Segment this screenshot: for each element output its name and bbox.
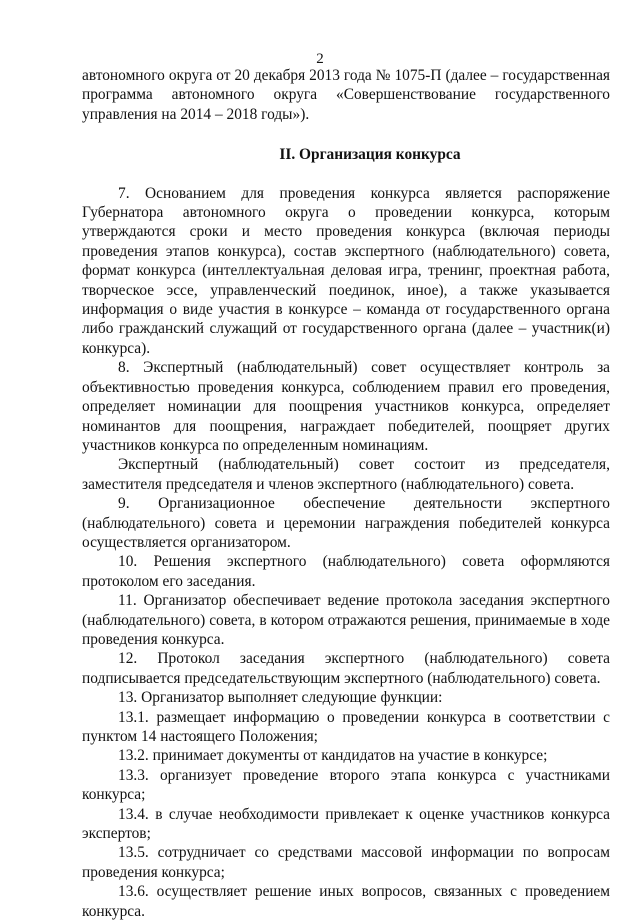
paragraph-13-5: 13.5. сотрудничает со средствами массовой информации по вопросам проведения конкурса; bbox=[82, 844, 610, 881]
paragraph-13-4: 13.4. в случае необходимости привлекает к оценке участников конкурса экспертов; bbox=[82, 805, 610, 843]
paragraph-8-council-composition: Экспертный (наблюдательный) совет состоит из председателя, заместителя председателя и членов экспертного (наблюдательного) совета. bbox=[82, 456, 610, 493]
paragraph-13-1: 13.1. размещает информацию о проведении конкурса в соответствии с пунктом 14 настоящего Положения; bbox=[82, 708, 610, 745]
paragraph-7: 7. Основанием для проведения конкурса является распоряжение Губернатора автономного округа о проведении конкурса, которым утверждаются сроки и место проведения конкурса (включая периоды проведения этапов конкурса), состав экспертного (наблюдательного) совета, формат конкурса (интеллектуальная деловая игра, тренинг, проектная работа, творческое эссе, управленческий поединок, иное), а также указывается информация о виде участия в конкурсе – команда от государственного органа либо гражданский служащий от государственного органа (далее – участник(и) конкурса). bbox=[82, 184, 610, 357]
paragraph-11: 11. Организатор обеспечивает ведение протокола заседания экспертного (наблюдательного) совета, в котором отражаются решения, принимаемые в ходе проведения конкурса. bbox=[82, 592, 610, 648]
paragraph-9: 9. Организационное обеспечение деятельности экспертного (наблюдательного) совета и церемонии награждения победителей конкурса осуществляется организатором. bbox=[82, 495, 610, 551]
paragraph-8: 8. Экспертный (наблюдательный) совет осуществляет контроль за объективностью проведения конкурса, соблюдением правил его проведения, определяет номинации для поощрения участников конкурса, определяет номинантов для поощрения, награждает победителей, поощряет других участников конкурса по определенным номинациям. bbox=[82, 359, 610, 454]
paragraph-13: 13. Организатор выполняет следующие функции: bbox=[118, 689, 443, 707]
paragraph-13-3: 13.3. организует проведение второго этапа конкурса с участниками конкурса; bbox=[82, 766, 610, 804]
paragraph-12: 12. Протокол заседания экспертного (наблюдательного) совета подписывается председательствующим экспертного (наблюдательного) совета. bbox=[82, 650, 610, 687]
paragraph-13-2: 13.2. принимает документы от кандидатов на участие в конкурсе; bbox=[118, 747, 548, 765]
paragraph-13-6: 13.6. осуществляет решение иных вопросов, связанных с проведением конкурса. bbox=[82, 883, 610, 920]
document-body bbox=[82, 66, 610, 921]
page-number: 2 bbox=[316, 51, 324, 67]
section-heading: II. Организация конкурса bbox=[279, 146, 461, 164]
paragraph-10: 10. Решения экспертного (наблюдательного) совета оформляются протоколом его заседания. bbox=[82, 553, 610, 590]
intro-paragraph: автономного округа от 20 декабря 2013 года № 1075-П (далее – государственная программа автономного округа «Совершенствование государственного управления на 2014 – 2018 годы»). bbox=[82, 67, 610, 123]
